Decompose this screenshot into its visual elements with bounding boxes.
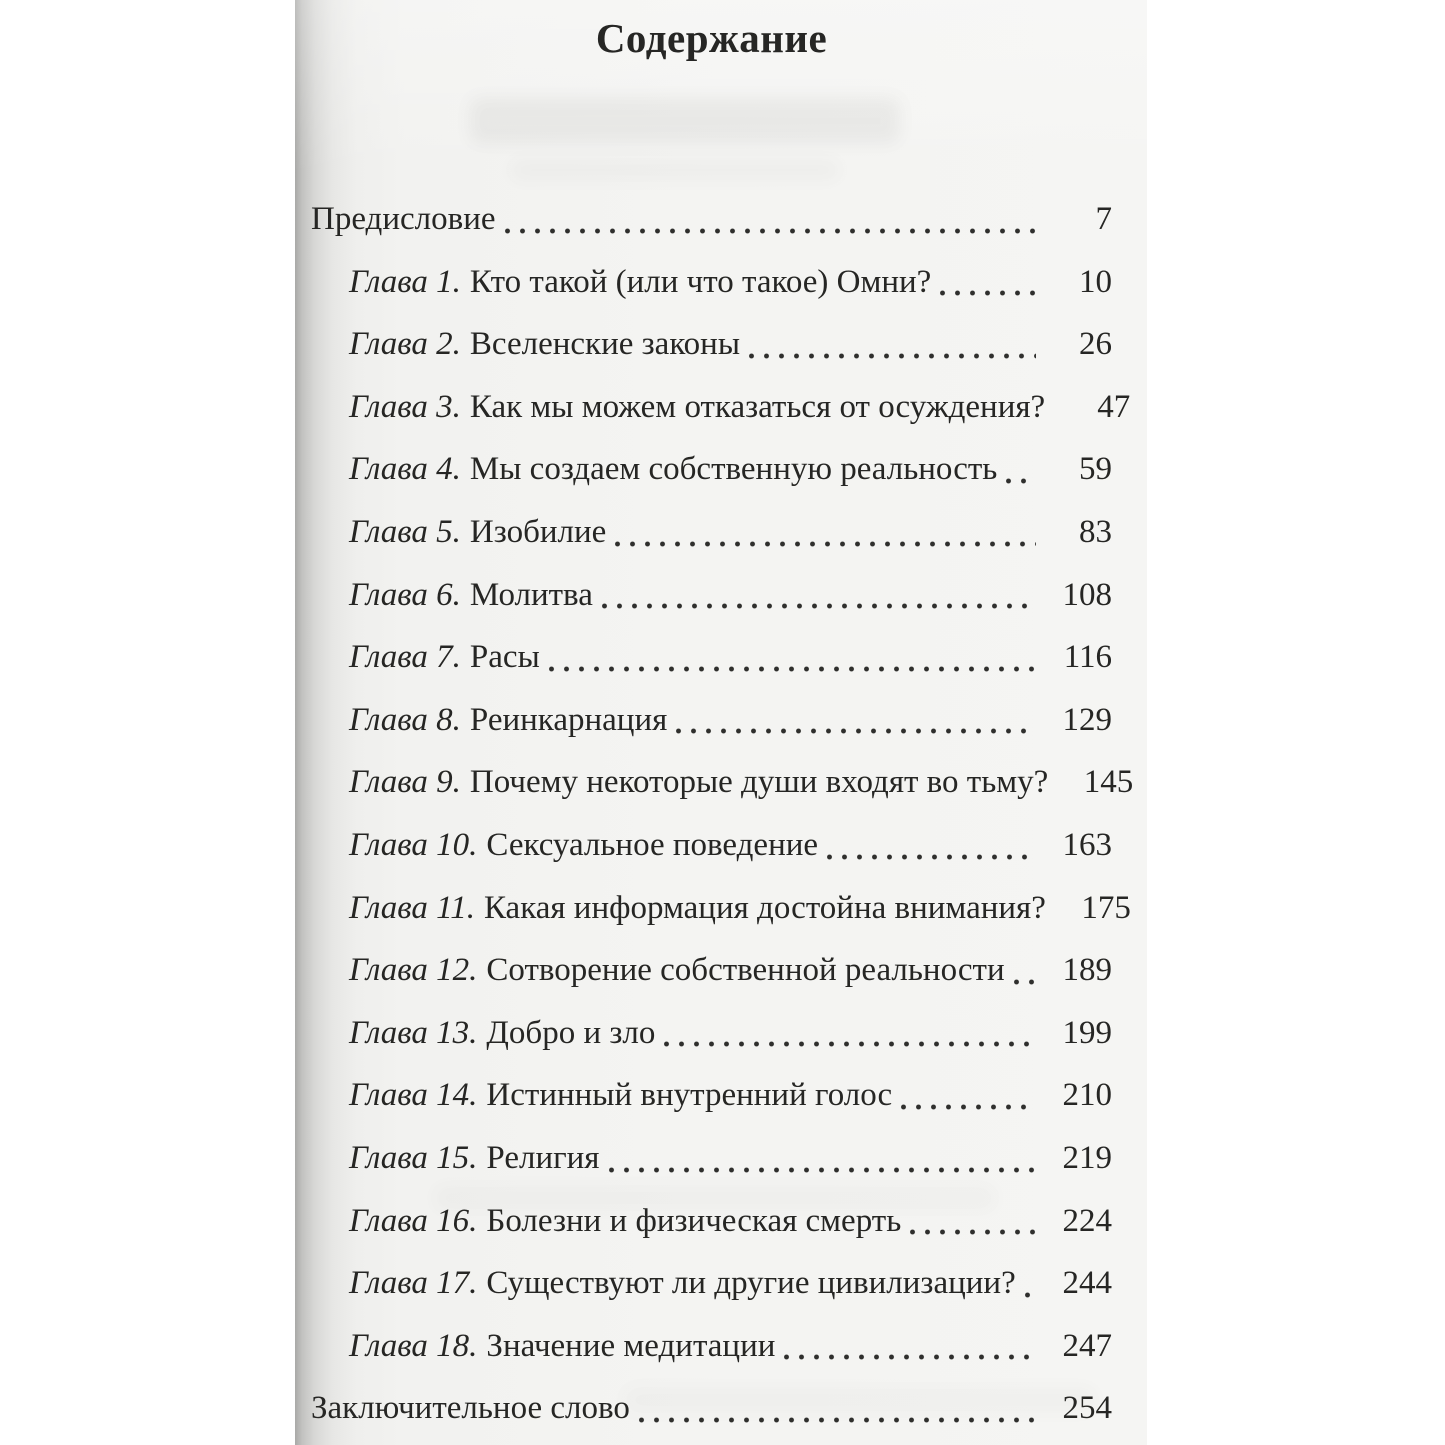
chapter-label: Глава 10. (349, 826, 478, 863)
dot-leader (639, 1417, 1036, 1423)
dot-leader (664, 1041, 1036, 1047)
toc-entry (311, 564, 1112, 627)
chapter-label: Глава 16. (349, 1202, 478, 1239)
page-number: 108 (1062, 576, 1112, 613)
page-number: 83 (1079, 513, 1112, 550)
page-number: 199 (1062, 1014, 1112, 1051)
chapter-label: Глава 2. (349, 326, 461, 363)
page-number: 26 (1079, 326, 1112, 363)
dot-leader (1025, 1292, 1036, 1298)
entry-title: Реинкарнация (469, 701, 668, 738)
entry-title: Заключительное слово (311, 1390, 630, 1427)
page-number: 116 (1063, 639, 1112, 676)
chapter-label: Глава 17. (349, 1265, 478, 1302)
bleed-through-ghost (510, 160, 840, 180)
entry-title: Существуют ли другие цивилизации? (486, 1265, 1016, 1302)
page-number: 254 (1062, 1390, 1112, 1427)
entry-title: Религия (486, 1139, 600, 1176)
toc-entry (311, 626, 1112, 689)
entry-title: Изобилие (469, 513, 607, 550)
book-page (295, 0, 1147, 1445)
chapter-label: Глава 6. (349, 576, 461, 613)
dot-leader (676, 728, 1036, 734)
dot-leader (549, 666, 1036, 672)
chapter-label: Глава 15. (349, 1139, 478, 1176)
chapter-label: Глава 1. (349, 263, 461, 300)
toc-entry (311, 1127, 1112, 1190)
chapter-label: Глава 8. (349, 701, 461, 738)
toc-entry (311, 1252, 1112, 1315)
dot-leader (1006, 478, 1036, 484)
toc-list (311, 188, 1134, 1440)
chapter-label: Глава 12. (349, 952, 478, 989)
toc-entry (311, 1315, 1112, 1378)
entry-title: Расы (469, 639, 540, 676)
chapter-label: Глава 18. (349, 1327, 478, 1364)
toc-entry (311, 438, 1112, 501)
chapter-label: Глава 5. (349, 513, 461, 550)
page-number: 244 (1062, 1265, 1112, 1302)
toc-entry (311, 251, 1112, 314)
dot-leader (901, 1104, 1036, 1110)
page-number: 129 (1062, 701, 1112, 738)
page-number: 59 (1079, 451, 1112, 488)
toc-entry (311, 188, 1112, 251)
page-number: 7 (1095, 201, 1112, 237)
toc-entry (311, 877, 1131, 940)
dot-leader (602, 603, 1036, 609)
toc-entry (311, 1377, 1112, 1440)
entry-title: Как мы можем отказаться от осуждения? (469, 388, 1046, 425)
entry-title: Мы создаем собственную реальность (469, 451, 998, 488)
page-title: Содержание (595, 15, 828, 61)
entry-title: Болезни и физическая смерть (486, 1202, 902, 1239)
entry-title: Предисловие (311, 201, 496, 237)
dot-leader (1014, 979, 1036, 985)
dot-leader (784, 1354, 1036, 1360)
entry-title: Почему некоторые души входят во тьму? (469, 764, 1049, 801)
toc-entry (311, 313, 1112, 376)
dot-leader (609, 1167, 1037, 1173)
page-number: 47 (1097, 388, 1131, 425)
dot-leader (827, 854, 1036, 860)
toc-entry (311, 939, 1112, 1002)
page-number: 247 (1062, 1327, 1112, 1364)
entry-title: Молитва (469, 576, 593, 613)
chapter-label: Глава 4. (349, 451, 461, 488)
toc-entry (311, 689, 1112, 752)
chapter-label: Глава 13. (349, 1014, 478, 1051)
chapter-label: Глава 9. (349, 764, 461, 801)
dot-leader (615, 541, 1036, 547)
entry-title: Кто такой (или что такое) Омни? (469, 263, 932, 300)
toc-entry (311, 751, 1134, 814)
toc-entry (311, 1190, 1112, 1253)
page-number: 219 (1062, 1139, 1112, 1176)
page-number: 189 (1062, 952, 1112, 989)
entry-title: Значение медитации (486, 1327, 776, 1364)
toc-entry (311, 1002, 1112, 1065)
chapter-label: Глава 14. (349, 1077, 478, 1114)
page-number: 175 (1081, 889, 1131, 926)
toc-entry (311, 1064, 1112, 1127)
page-number: 145 (1083, 764, 1134, 801)
entry-title: Какая информация достойна внимания? (483, 889, 1046, 926)
bleed-through-ghost (470, 98, 900, 144)
dot-leader (505, 228, 1037, 234)
dot-leader (910, 1229, 1036, 1235)
page-number: 163 (1062, 826, 1112, 863)
chapter-label: Глава 3. (349, 388, 461, 425)
toc-entry (311, 376, 1131, 439)
entry-title: Сотворение собственной реальности (486, 952, 1005, 989)
entry-title: Добро и зло (486, 1014, 656, 1051)
chapter-label: Глава 11. (349, 889, 475, 926)
page-number: 10 (1079, 263, 1112, 300)
entry-title: Сексуальное поведение (486, 826, 819, 863)
page-number: 224 (1062, 1202, 1112, 1239)
toc-entry (311, 814, 1112, 877)
entry-title: Истинный внутренний голос (486, 1077, 893, 1114)
dot-leader (749, 353, 1036, 359)
page-number: 210 (1062, 1077, 1112, 1114)
toc-entry (311, 501, 1112, 564)
chapter-label: Глава 7. (349, 639, 461, 676)
dot-leader (940, 290, 1036, 296)
entry-title: Вселенские законы (469, 326, 741, 363)
